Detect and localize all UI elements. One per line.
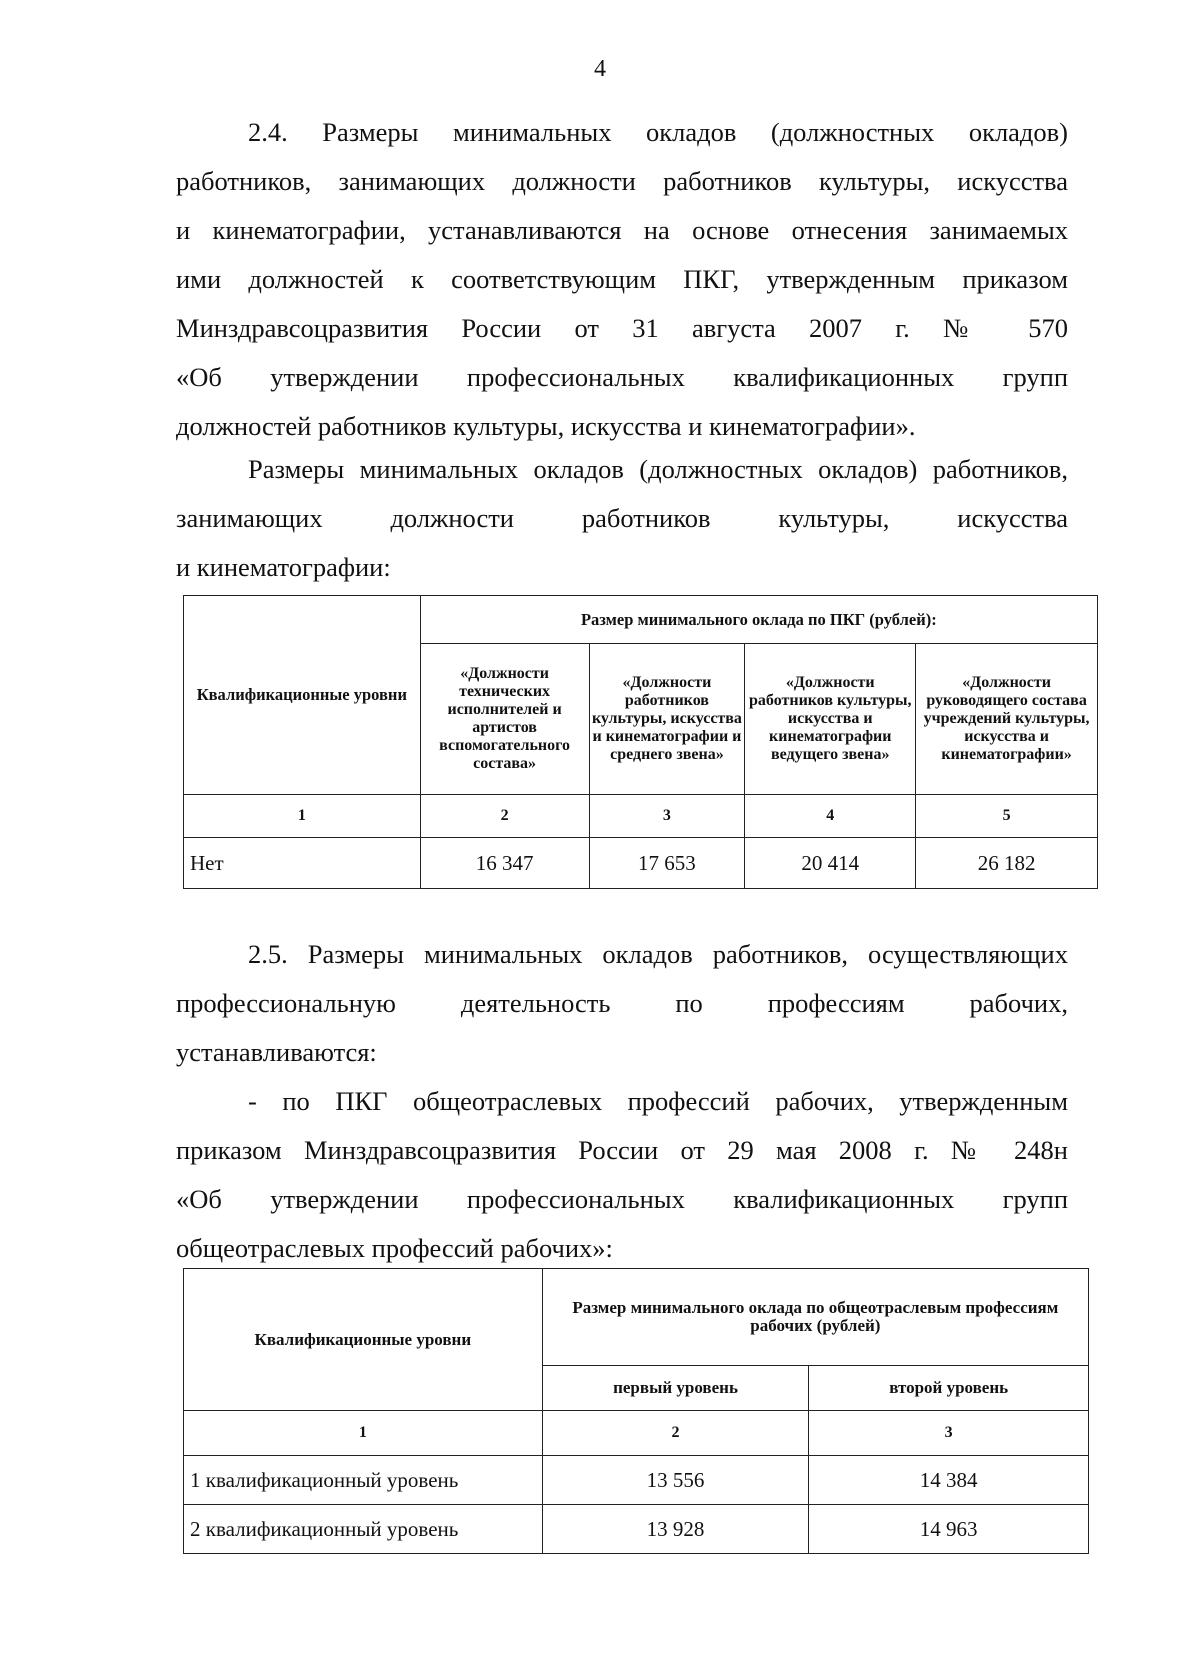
workers-salary-table [183,1268,1089,1554]
column-number: 1 [184,1411,543,1456]
row-level: 1 квалификационный уровень [184,1456,543,1505]
text-line: ими должностей к соответствующим ПКГ, утвержденным приказом [176,264,1068,294]
salary-group-header: Размер минимального оклада по ПКГ (рублей): [420,596,1097,644]
text-line: занимающих должности работников культуры, искусства [176,503,1068,533]
text-line: и кинематографии: [176,552,391,582]
salary-value: 14 963 [809,1505,1089,1554]
text-line: и кинематографии, устанавливаются на основе отнесения занимаемых [176,215,1068,245]
section-2-4-paragraph [176,108,1068,451]
text-line: 2.4. Размеры минимальных окладов (должностных окладов) [248,117,1068,147]
text-line: приказом Минздравсоцразвития России от 29 мая 2008 г. № 248н [176,1135,1068,1165]
column-number: 5 [916,795,1098,838]
text-line: «Об утверждении профессиональных квалификационных групп [176,362,1068,392]
text-line: - по ПКГ общеотраслевых профессий рабочих, утвержденным [248,1086,1068,1116]
qualification-level-header: Квалификационные уровни [184,596,421,795]
row-level: Нет [184,838,421,889]
salary-value: 13 556 [542,1456,809,1505]
qualification-level-header: Квалификационные уровни [184,1269,543,1411]
text-line: Минздравсоцразвития России от 31 августа 2007 г. № 570 [176,313,1068,343]
table-row [184,838,1098,889]
page-number: 4 [594,56,606,82]
column-header: «Должности технических исполнителей и артистов вспомогательного состава» [420,644,589,795]
text-line: 2.5. Размеры минимальных окладов работников, осуществляющих [248,939,1068,969]
column-number: 2 [420,795,589,838]
text-line: работников, занимающих должности работников культуры, искусства [176,166,1068,196]
salary-value: 20 414 [745,838,916,889]
salary-value: 13 928 [542,1505,809,1554]
column-header: «Должности руководящего состава учреждений культуры, искусства и кинематографии» [916,644,1098,795]
intro-2-4-paragraph [176,445,1068,592]
salary-value: 16 347 [420,838,589,889]
column-number: 2 [542,1411,809,1456]
text-line: должностей работников культуры, искусства и кинематографии». [176,411,916,441]
culture-salary-table [183,595,1098,889]
salary-value: 26 182 [916,838,1098,889]
pkg-item-paragraph [176,1077,1068,1273]
column-number: 1 [184,795,421,838]
column-header: первый уровень [542,1366,809,1411]
column-header: «Должности работников культуры, искусства и кинематографии и среднего звена» [589,644,745,795]
salary-value: 17 653 [589,838,745,889]
text-line: «Об утверждении профессиональных квалификационных групп [176,1184,1068,1214]
column-header: «Должности работников культуры, искусства и кинематографии ведущего звена» [745,644,916,795]
text-line: Размеры минимальных окладов (должностных окладов) работников, [248,454,1068,484]
table-row [184,1456,1089,1505]
text-line: профессиональную деятельность по профессиям рабочих, [176,988,1068,1018]
table-row [184,1505,1089,1554]
section-2-5-paragraph [176,930,1068,1077]
salary-value: 14 384 [809,1456,1089,1505]
text-line: устанавливаются: [176,1037,377,1067]
column-number: 4 [745,795,916,838]
column-number: 3 [809,1411,1089,1456]
column-header: второй уровень [809,1366,1089,1411]
salary-group-header: Размер минимального оклада по общеотраслевым профессиям рабочих (рублей) [542,1269,1088,1366]
row-level: 2 квалификационный уровень [184,1505,543,1554]
column-number: 3 [589,795,745,838]
text-line: общеотраслевых профессий рабочих»: [176,1233,613,1263]
